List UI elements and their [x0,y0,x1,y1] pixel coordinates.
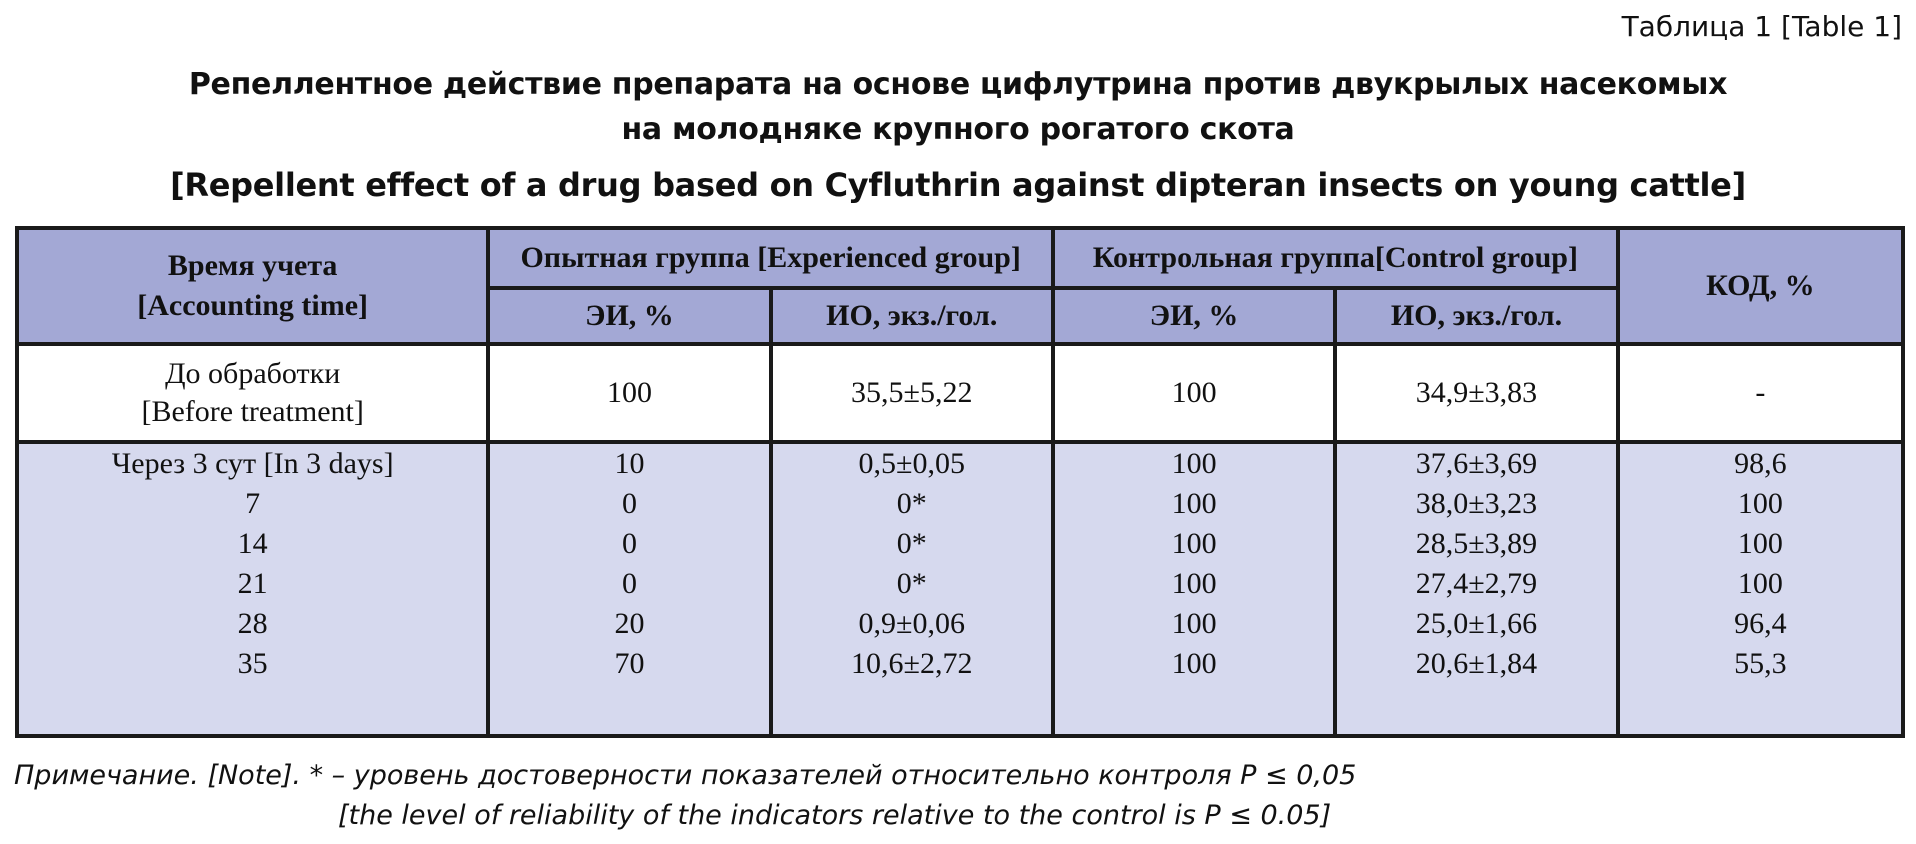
period-exp-io: 0* [896,487,927,520]
period-time: 35 [237,647,268,680]
period-kod: 100 [1737,527,1783,560]
before-exp-ei: 100 [488,344,770,442]
period-kod: 98,6 [1734,447,1787,480]
period-exp-ei: 10 [614,447,645,480]
period-time: 7 [245,487,261,520]
before-kod: - [1618,344,1903,442]
header-accounting-time [17,228,488,344]
period-kod: 55,3 [1734,647,1787,680]
period-exp-io-column [771,442,1053,736]
header-exp-io: ИО, экз./гол. [771,288,1053,344]
header-exp-ei: ЭИ, % [488,288,770,344]
period-time: 21 [237,567,268,600]
before-treatment-row [17,344,1903,442]
header-ctrl-io: ИО, экз./гол. [1335,288,1617,344]
period-ctrl-io: 20,6±1,84 [1415,647,1538,680]
period-exp-ei: 0 [621,567,637,600]
header-kod: КОД, % [1618,228,1903,344]
period-time: 28 [237,607,268,640]
period-ctrl-io: 38,0±3,23 [1415,487,1538,520]
header-time-ru: Время учета [167,249,338,282]
before-treatment-label [17,344,488,442]
period-kod: 100 [1737,567,1783,600]
period-ctrl-ei: 100 [1171,487,1217,520]
before-label-en: [Before treatment] [141,395,364,428]
table-note [14,756,1356,836]
period-exp-io: 0,5±0,05 [858,447,965,480]
period-exp-ei: 0 [621,487,637,520]
header-ctrl-ei: ЭИ, % [1053,288,1335,344]
period-rows [17,442,1903,736]
period-ctrl-io: 37,6±3,69 [1415,447,1538,480]
header-time-en: [Accounting time] [137,289,369,322]
period-kod-column [1618,442,1903,736]
title-ru-line-2: на молодняке крупного рогатого скота [621,112,1295,147]
note-line-1: Примечание. [Note]. * – уровень достоверности показателей относительно контроля P ≤ 0,05 [14,760,1357,791]
period-time-column [17,442,488,736]
period-ctrl-io: 28,5±3,89 [1415,527,1538,560]
period-ctrl-ei: 100 [1171,647,1217,680]
period-exp-io: 10,6±2,72 [851,647,973,680]
period-exp-ei-column [488,442,770,736]
period-exp-ei: 70 [614,647,645,680]
period-time: 14 [237,527,268,560]
period-ctrl-ei-column [1053,442,1335,736]
before-ctrl-io: 34,9±3,83 [1335,344,1617,442]
period-ctrl-ei: 100 [1171,607,1217,640]
results-table [15,226,1905,738]
period-kod: 100 [1737,487,1783,520]
period-ctrl-ei: 100 [1171,527,1217,560]
before-label-ru: До обработки [165,357,341,390]
title-en: [Repellent effect of a drug based on Cyfluthrin against dipteran insects on young cattle] [170,166,1746,204]
period-kod: 96,4 [1734,607,1787,640]
table-label: Таблица 1 [Table 1] [1621,10,1902,43]
period-time: Через 3 сут [In 3 days] [111,447,394,480]
header-experienced-group: Опытная группа [Experienced group] [488,228,1053,288]
period-exp-ei: 0 [621,527,637,560]
before-ctrl-ei: 100 [1053,344,1335,442]
header-control-group: Контрольная группа[Control group] [1053,228,1618,288]
period-exp-io: 0* [896,527,927,560]
note-line-2: [the level of reliability of the indicators relative to the control is P ≤ 0.05] [338,800,1332,831]
period-ctrl-io: 25,0±1,66 [1415,607,1538,640]
period-exp-io: 0* [896,567,927,600]
period-ctrl-io: 27,4±2,79 [1415,567,1538,600]
header-row-1 [17,228,1903,288]
period-ctrl-ei: 100 [1171,567,1217,600]
period-ctrl-io-column [1335,442,1617,736]
period-exp-io: 0,9±0,06 [858,607,965,640]
before-exp-io: 35,5±5,22 [771,344,1053,442]
title-ru-line-1: Репеллентное действие препарата на основе цифлутрина против двукрылых насекомых [188,67,1728,102]
period-ctrl-ei: 100 [1171,447,1217,480]
period-exp-ei: 20 [614,607,645,640]
table-title [0,62,1916,208]
